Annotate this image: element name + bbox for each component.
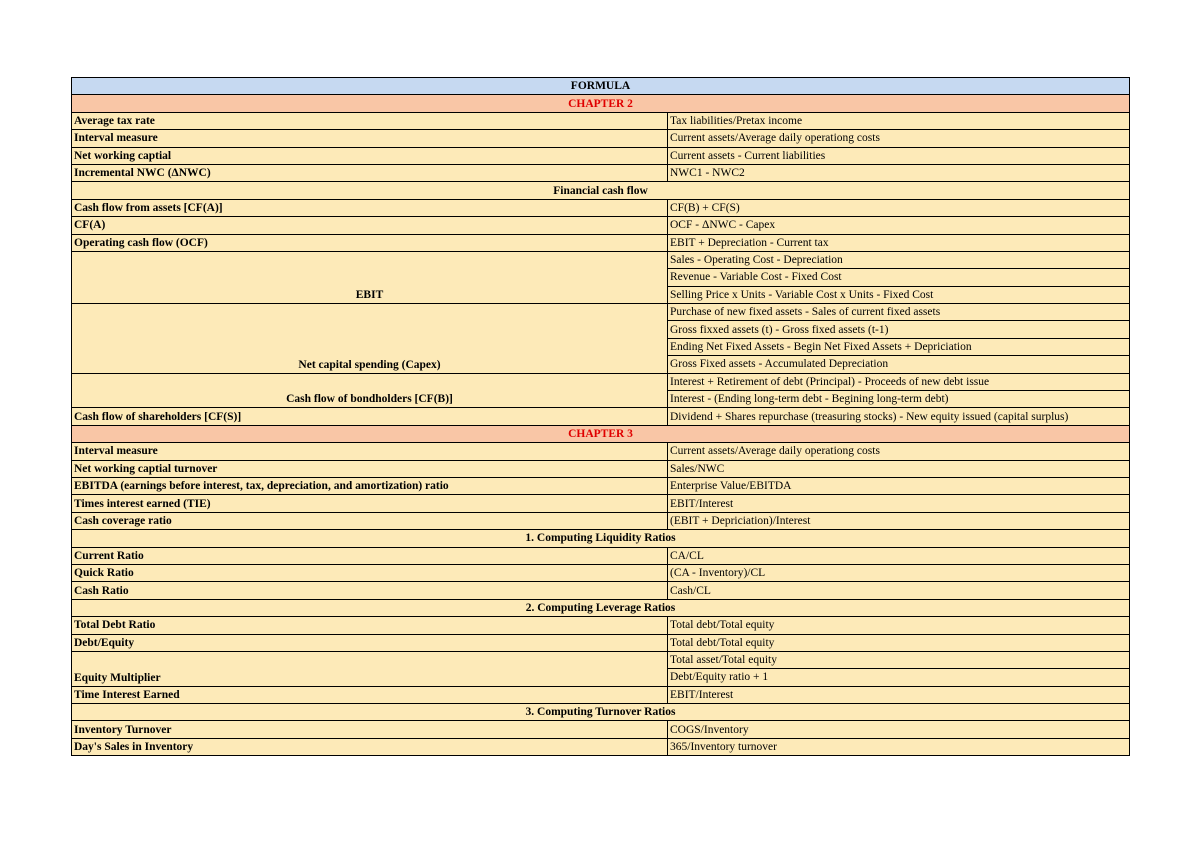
row-formula: Tax liabilities/Pretax income (668, 112, 1130, 129)
ebit-label: EBIT (72, 251, 668, 303)
row-label: Inventory Turnover (72, 721, 668, 738)
row-label: Times interest earned (TIE) (72, 495, 668, 512)
row-formula: OCF - ΔNWC - Capex (668, 217, 1130, 234)
row-formula: Total debt/Total equity (668, 634, 1130, 651)
row-formula: Gross fixxed assets (t) - Gross fixed assets (t-1) (668, 321, 1130, 338)
row-formula: Current assets/Average daily operationg costs (668, 130, 1130, 147)
row-formula: Ending Net Fixed Assets - Begin Net Fixed Assets + Depriciation (668, 338, 1130, 355)
row-label: Incremental NWC (ΔNWC) (72, 164, 668, 181)
row-label: Cash coverage ratio (72, 512, 668, 529)
table-row (72, 512, 1130, 529)
section-heading-financial-cash-flow: Financial cash flow (72, 182, 1130, 199)
table-row (72, 164, 1130, 181)
row-formula: Total debt/Total equity (668, 617, 1130, 634)
section-row (72, 599, 1130, 616)
table-row (72, 199, 1130, 216)
section-heading-turnover: 3. Computing Turnover Ratios (72, 704, 1130, 721)
table-row (72, 234, 1130, 251)
row-label: Interval measure (72, 130, 668, 147)
table-row (72, 217, 1130, 234)
row-formula: 365/Inventory turnover (668, 738, 1130, 755)
title-row (72, 78, 1130, 95)
row-formula: Debt/Equity ratio + 1 (668, 669, 1130, 686)
table-row (72, 130, 1130, 147)
chapter-3-heading: CHAPTER 3 (72, 425, 1130, 442)
equity-multiplier-label: Equity Multiplier (72, 651, 668, 686)
row-formula: Interest - (Ending long-term debt - Begining long-term debt) (668, 391, 1130, 408)
bondholders-label: Cash flow of bondholders [CF(B)] (72, 373, 668, 408)
section-row (72, 182, 1130, 199)
row-label: Average tax rate (72, 112, 668, 129)
row-formula: Interest + Retirement of debt (Principal) - Proceeds of new debt issue (668, 373, 1130, 390)
table-row (72, 373, 1130, 390)
row-formula: Gross Fixed assets - Accumulated Depreciation (668, 356, 1130, 373)
row-label: Cash flow from assets [CF(A)] (72, 199, 668, 216)
chapter-2-row (72, 95, 1130, 112)
row-formula: Current assets - Current liabilities (668, 147, 1130, 164)
row-formula: (EBIT + Depriciation)/Interest (668, 512, 1130, 529)
table-row (72, 738, 1130, 755)
row-label: Current Ratio (72, 547, 668, 564)
capex-label: Net capital spending (Capex) (72, 304, 668, 374)
row-formula: EBIT + Depreciation - Current tax (668, 234, 1130, 251)
row-formula: EBIT/Interest (668, 495, 1130, 512)
row-formula: Total asset/Total equity (668, 651, 1130, 668)
table-row (72, 547, 1130, 564)
row-formula: Enterprise Value/EBITDA (668, 477, 1130, 494)
row-formula: CF(B) + CF(S) (668, 199, 1130, 216)
table-row (72, 112, 1130, 129)
row-formula: NWC1 - NWC2 (668, 164, 1130, 181)
formula-sheet (71, 77, 1129, 756)
table-row (72, 721, 1130, 738)
table-row (72, 443, 1130, 460)
row-formula: Cash/CL (668, 582, 1130, 599)
row-label: Total Debt Ratio (72, 617, 668, 634)
row-label: Interval measure (72, 443, 668, 460)
row-formula: (CA - Inventory)/CL (668, 564, 1130, 581)
table-row (72, 251, 1130, 268)
table-row (72, 408, 1130, 425)
table-row (72, 460, 1130, 477)
table-row (72, 304, 1130, 321)
row-formula: CA/CL (668, 547, 1130, 564)
row-label: Net working captial turnover (72, 460, 668, 477)
row-label: Debt/Equity (72, 634, 668, 651)
table-row (72, 477, 1130, 494)
table-row (72, 634, 1130, 651)
table-row (72, 582, 1130, 599)
chapter-2-heading: CHAPTER 2 (72, 95, 1130, 112)
table-row (72, 564, 1130, 581)
row-label: Net working captial (72, 147, 668, 164)
row-formula: Revenue - Variable Cost - Fixed Cost (668, 269, 1130, 286)
row-formula: COGS/Inventory (668, 721, 1130, 738)
table-row (72, 686, 1130, 703)
section-heading-leverage: 2. Computing Leverage Ratios (72, 599, 1130, 616)
formula-table (71, 77, 1130, 756)
row-label: EBITDA (earnings before interest, tax, depreciation, and amortization) ratio (72, 477, 668, 494)
row-label: Operating cash flow (OCF) (72, 234, 668, 251)
row-formula: EBIT/Interest (668, 686, 1130, 703)
table-row (72, 617, 1130, 634)
row-label: Quick Ratio (72, 564, 668, 581)
row-label: CF(A) (72, 217, 668, 234)
section-row (72, 704, 1130, 721)
row-formula: Selling Price x Units - Variable Cost x Units - Fixed Cost (668, 286, 1130, 303)
section-row (72, 530, 1130, 547)
row-formula: Sales - Operating Cost - Depreciation (668, 251, 1130, 268)
sheet-title: FORMULA (72, 78, 1130, 95)
row-label: Cash Ratio (72, 582, 668, 599)
row-formula: Sales/NWC (668, 460, 1130, 477)
table-row (72, 147, 1130, 164)
table-row (72, 651, 1130, 668)
row-formula: Dividend + Shares repurchase (treasuring stocks) - New equity issued (capital surplus) (668, 408, 1130, 425)
shareholders-label: Cash flow of shareholders [CF(S)] (72, 408, 668, 425)
row-label: Time Interest Earned (72, 686, 668, 703)
row-formula: Purchase of new fixed assets - Sales of current fixed assets (668, 304, 1130, 321)
row-formula: Current assets/Average daily operationg costs (668, 443, 1130, 460)
section-heading-liquidity: 1. Computing Liquidity Ratios (72, 530, 1130, 547)
row-label: Day's Sales in Inventory (72, 738, 668, 755)
table-row (72, 495, 1130, 512)
chapter-3-row (72, 425, 1130, 442)
